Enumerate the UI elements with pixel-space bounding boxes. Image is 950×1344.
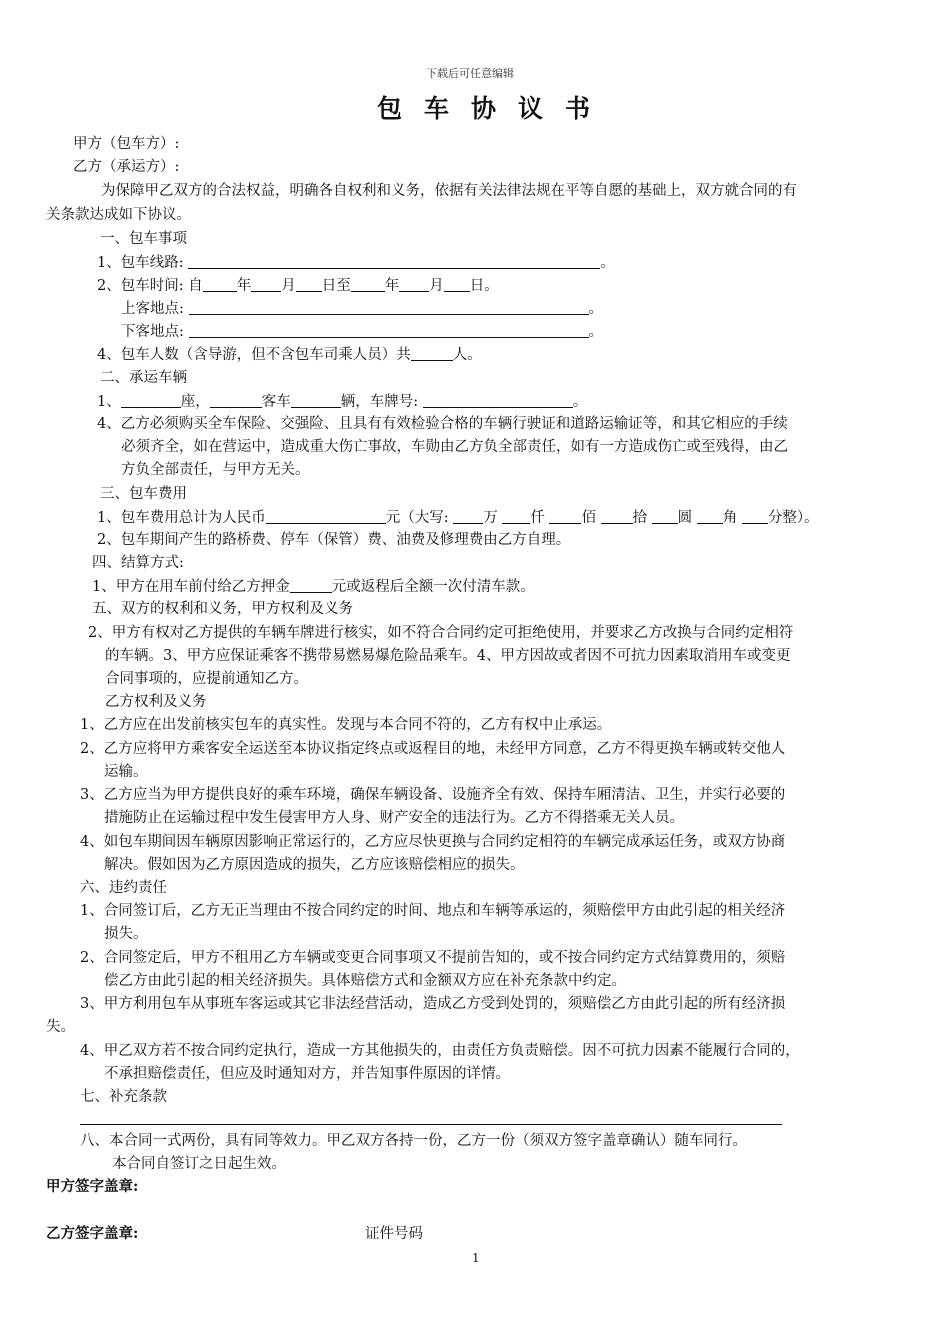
- vehicle-item4-line3: 方负全部责任，与甲方无关。: [121, 462, 310, 478]
- alight-label: 下客地点:: [121, 324, 184, 341]
- section-8-line2: 本合同自签订之日起生效。: [112, 1156, 286, 1172]
- deposit-blank[interactable]: [290, 577, 332, 593]
- route-blank[interactable]: [188, 253, 600, 269]
- time-label: 2、包车时间: 自: [97, 278, 203, 295]
- party-b-item1: 1、乙方应在出发前核实包车的真实性。发现与本合同不符的，乙方有权中止承运。: [80, 717, 612, 733]
- fen-text: 分整）。: [767, 510, 819, 527]
- time-line: [97, 276, 499, 295]
- bai-blank[interactable]: [549, 508, 581, 524]
- intro-line-1: 为保障甲乙双方的合法权益，明确各自权利和义务，依据有关法律法规在平等自愿的基础上，双方就合同的有: [101, 183, 797, 199]
- id-number-label: 证件号码: [365, 1226, 423, 1242]
- wan-text: 万: [483, 510, 498, 527]
- count-label: 4、包车人数（含导游，但不含包车司乘人员）共: [97, 347, 411, 364]
- section-5-heading: 五、双方的权利和义务，甲方权利及义务: [92, 601, 353, 617]
- day-to-text: 日至: [321, 278, 351, 295]
- vehicle-item4-line1: 4、乙方必须购买全车保险、交强险、且具有有效检验合格的车辆行驶证和道路运输证等，和其它相应的手续: [97, 416, 788, 432]
- breach-item3-line1: 3、甲方利用包车从事班车客运或其它非法经营活动，造成乙方受到处罚的，须赔偿乙方由此引起的所有经济损: [80, 996, 786, 1012]
- party-a-rights-line2: 的车辆。3、甲方应保证乘客不携带易燃易爆危险品乘车。4、甲方因故或者因不可抗力因素取消用车或变更: [105, 648, 791, 664]
- seat-blank[interactable]: [121, 392, 181, 408]
- section-1-heading: 一、包车事项: [100, 231, 187, 247]
- header-note: 下载后可任意编辑: [426, 67, 514, 80]
- section-3-heading: 三、包车费用: [100, 486, 187, 502]
- start-month-blank[interactable]: [251, 276, 281, 292]
- party-b-item4-line1: 4、如包车期间因车辆原因影响正常运行的，乙方应尽快更换与合同约定相符的车辆完成承运任务，或双方协商: [80, 834, 786, 850]
- day-end-text: 日。: [469, 278, 499, 295]
- bus-type-blank[interactable]: [210, 392, 262, 408]
- jiao-text: 角: [722, 510, 738, 527]
- party-a-rights-line3: 合同事项的，应提前通知乙方。: [105, 671, 308, 687]
- board-label: 上客地点:: [121, 301, 184, 318]
- qian-text: 仟: [530, 510, 545, 527]
- end-month-blank[interactable]: [399, 276, 429, 292]
- fee-label: 1、包车费用总计为人民币: [97, 510, 266, 527]
- breach-item1-line2: 损失。: [104, 926, 148, 942]
- year-text: 年: [236, 278, 252, 295]
- year-text-2: 年: [384, 278, 400, 295]
- alight-blank[interactable]: [189, 322, 589, 338]
- breach-item4-line2: 不承担赔偿责任，但应及时通知对方，并告知事件原因的详情。: [104, 1066, 510, 1082]
- shi-text: 拾: [632, 510, 648, 527]
- board-blank[interactable]: [189, 299, 589, 315]
- month-text: 月: [281, 278, 296, 295]
- fee-amount-blank[interactable]: [266, 508, 386, 524]
- start-day-blank[interactable]: [296, 276, 322, 292]
- vehicle-line: [97, 392, 587, 411]
- end-day-blank[interactable]: [444, 276, 470, 292]
- section-8-line1: 八、本合同一式两份，具有同等效力。甲乙双方各持一份，乙方一份（须双方签字盖章确认）随车同行。: [80, 1133, 747, 1149]
- deposit-suffix: 元或返程后全额一次付清车款。: [331, 579, 535, 596]
- count-suffix: 人。: [452, 347, 482, 364]
- page-number: 1: [472, 1251, 480, 1265]
- deposit-line: [92, 577, 535, 596]
- breach-item3-line2: 失。: [46, 1019, 75, 1035]
- section-4-heading: 四、结算方式:: [92, 555, 184, 571]
- party-a-signature-label: 甲方签字盖章:: [46, 1178, 139, 1195]
- breach-item4-line1: 4、甲乙双方若不按合同约定执行，造成一方其他损失的，由责任方负责赔偿。因不可抗力因素不能履行合同的，: [80, 1043, 800, 1059]
- bus-count-blank[interactable]: [291, 392, 341, 408]
- breach-item1-line1: 1、合同签订后，乙方无正当理由不按合同约定的时间、地点和车辆等承运的，须赔偿甲方由此引起的相关经济: [80, 903, 786, 919]
- section-6-heading: 六、违约责任: [80, 880, 167, 896]
- bus-text: 客车: [261, 394, 291, 411]
- yuan-text: 圆: [677, 510, 693, 527]
- party-b-label: 乙方（承运方）:: [73, 159, 180, 175]
- fee-line: [97, 508, 819, 527]
- route-line: [97, 253, 615, 272]
- route-label: 1、包车线路:: [97, 255, 184, 272]
- breach-item2-line2: 偿乙方由此引起的相关经济损失。具体赔偿方式和金额双方应在补充条款中约定。: [104, 973, 626, 989]
- party-b-item4-line2: 解决。假如因为乙方原因造成的损失，乙方应该赔偿相应的损失。: [104, 857, 525, 873]
- intro-line-2: 关条款达成如下协议。: [46, 207, 191, 223]
- qian-blank[interactable]: [502, 508, 530, 524]
- vehicle-num: 1、: [97, 394, 121, 411]
- count-blank[interactable]: [411, 345, 453, 361]
- supplementary-terms-line[interactable]: [80, 1124, 782, 1125]
- route-period: 。: [600, 255, 615, 272]
- plate-period: 。: [572, 394, 588, 411]
- party-b-signature-label: 乙方签字盖章:: [46, 1225, 139, 1242]
- yuan-blank[interactable]: [652, 508, 678, 524]
- fee-item2: 2、包车期间产生的路桥费、停车（保管）费、油费及修理费由乙方自理。: [97, 532, 571, 548]
- passenger-count-line: [97, 345, 482, 364]
- wan-blank[interactable]: [453, 508, 483, 524]
- party-b-item3-line1: 3、乙方应当为甲方提供良好的乘车环境，确保车辆设备、设施齐全有效、保持车厢清洁、卫生，并实行必要的: [80, 787, 786, 803]
- seat-text: 座，: [180, 394, 210, 411]
- start-year-blank[interactable]: [203, 276, 237, 292]
- board-period: 。: [588, 301, 603, 318]
- party-a-label: 甲方（包车方）:: [73, 136, 180, 152]
- section-2-heading: 二、承运车辆: [100, 370, 187, 386]
- fee-caps-label: 元（大写:: [385, 510, 449, 527]
- fen-blank[interactable]: [742, 508, 768, 524]
- party-b-rights-heading: 乙方权利及义务: [105, 694, 207, 710]
- party-a-rights-line1: 2、甲方有权对乙方提供的车辆车牌进行核实，如不符合合同约定可拒绝使用，并要求乙方改换与合同约定相符: [88, 625, 794, 641]
- bai-text: 佰: [581, 510, 596, 527]
- jiao-blank[interactable]: [697, 508, 723, 524]
- party-b-item2-line1: 2、乙方应将甲方乘客安全运送至本协议指定终点或返程目的地，未经甲方同意，乙方不得更换车辆或转交他人: [80, 741, 786, 757]
- party-b-item2-line2: 运输。: [104, 764, 148, 780]
- document-title: 包车协议书: [377, 94, 613, 123]
- party-b-item3-line2: 措施防止在运输过程中发生侵害甲方人身、财产安全的违法行为。乙方不得搭乘无关人员。: [104, 810, 684, 826]
- deposit-label: 1、甲方在用车前付给乙方押金: [92, 579, 290, 596]
- shi-blank[interactable]: [601, 508, 633, 524]
- section-7-heading: 七、补充条款: [80, 1089, 167, 1105]
- alight-line: [121, 322, 603, 341]
- plate-label: 辆，车牌号:: [340, 394, 419, 411]
- end-year-blank[interactable]: [351, 276, 385, 292]
- alight-period: 。: [588, 324, 603, 341]
- board-line: [121, 299, 603, 318]
- plate-blank[interactable]: [423, 392, 573, 408]
- breach-item2-line1: 2、合同签定后，甲方不租用乙方车辆或变更合同事项又不提前告知的，或不按合同约定方式结算费用的，须赔: [80, 950, 786, 966]
- month-text-2: 月: [429, 278, 444, 295]
- vehicle-item4-line2: 必须齐全，如在营运中，造成重大伤亡事故，车勋由乙方负全部责任，如有一方造成伤亡或至残得，由乙: [121, 439, 788, 455]
